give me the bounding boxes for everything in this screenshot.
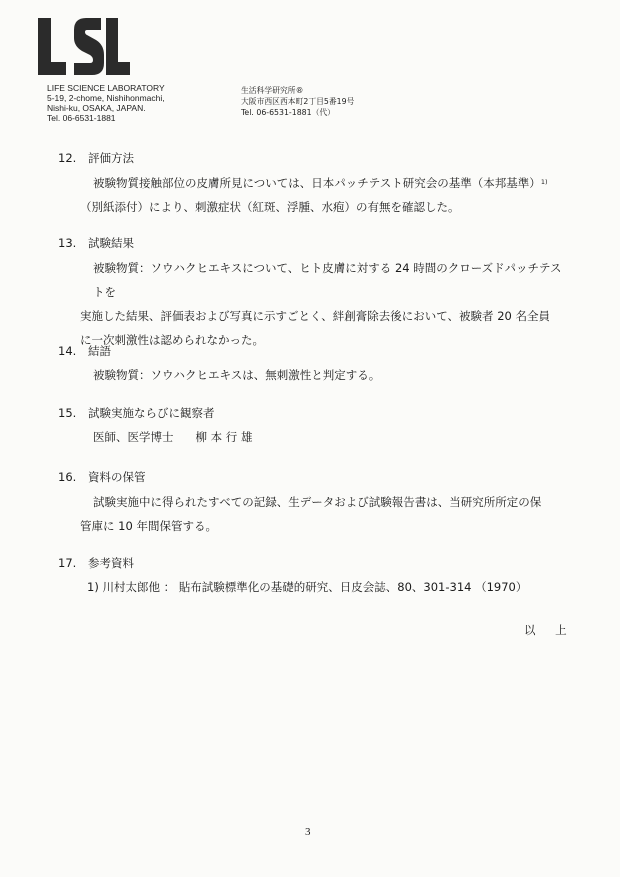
section-body [58, 171, 568, 219]
section-heading [58, 235, 568, 251]
section-conclusion [58, 343, 568, 385]
section-body [58, 256, 568, 352]
body-line: 試験実施中に得られたすべての記録、生データおよび試験報告書は、当研究所所定の保 [93, 495, 542, 509]
section-references [58, 555, 568, 597]
closing-mark: 以 上 [524, 623, 575, 637]
reference-item: 1) 川村太郎他 ： 貼布試験標準化の基礎的研究、日皮会誌、80、301-314 （1970） [87, 580, 528, 594]
section-title: 試験実施ならびに観察者 [88, 406, 215, 420]
section-heading [58, 150, 568, 166]
section-body [58, 490, 568, 538]
lab-name-english: LIFE SCIENCE LABORATORY [47, 83, 165, 93]
section-observer [58, 405, 568, 447]
section-title: 資料の保管 [88, 470, 146, 484]
section-heading [58, 343, 568, 359]
body-line: 被験物質：ソウハクヒエキスについて、ヒト皮膚に対する 24 時間のクローズドパッチテストを [93, 261, 562, 299]
footnote-marker: 1) [540, 178, 548, 186]
section-heading [58, 469, 568, 485]
english-address-block [47, 83, 227, 123]
section-title: 試験結果 [88, 236, 134, 250]
body-line: 管庫に 10 年間保管する。 [80, 519, 217, 533]
body-line: 実施した結果、評価表および写真に示すごとく、絆創膏除去後において、被験者 20 名全員 [80, 309, 550, 323]
page-number: 3 [305, 826, 311, 838]
body-line: （別紙添付）により、刺激症状（紅斑、浮腫、水疱）の有無を確認した。 [80, 200, 460, 214]
section-number: 16. [58, 470, 77, 484]
section-number: 17. [58, 556, 77, 570]
japanese-address-block [241, 85, 441, 118]
section-heading [58, 405, 568, 421]
tel-japanese: Tel. 06-6531-1881（代） [241, 108, 335, 117]
tel-english: Tel. 06-6531-1881 [47, 113, 116, 123]
section-title: 結語 [88, 344, 111, 358]
section-evaluation-method [58, 150, 568, 219]
body-line: 被験物質接触部位の皮膚所見については、日本パッチテスト研究会の基準（本邦基準） [93, 176, 541, 190]
observer-line [58, 427, 568, 447]
section-data-storage [58, 469, 568, 538]
observer-qualification: 医師、医学博士 [93, 430, 174, 444]
section-number: 12. [58, 151, 77, 165]
address-japanese: 大阪市西区西本町2丁目5番19号 [241, 97, 355, 106]
section-title: 参考資料 [88, 556, 134, 570]
lab-name-japanese: 生活科学研究所® [241, 86, 304, 95]
lsl-logo [38, 18, 130, 76]
body-line: 被験物質：ソウハクヒエキスは、無刺激性と判定する。 [93, 368, 381, 382]
address-line-2: Nishi-ku, OSAKA, JAPAN. [47, 103, 146, 113]
address-line-1: 5-19, 2-chome, Nishihonmachi, [47, 93, 165, 103]
section-heading [58, 555, 568, 571]
observer-name: 柳 本 行 雄 [195, 430, 253, 444]
section-title: 評価方法 [88, 151, 134, 165]
body-line: に一次刺激性は認められなかった。 [80, 333, 264, 347]
section-number: 15. [58, 406, 77, 420]
section-number: 14. [58, 344, 77, 358]
section-number: 13. [58, 236, 77, 250]
section-test-results [58, 235, 568, 352]
